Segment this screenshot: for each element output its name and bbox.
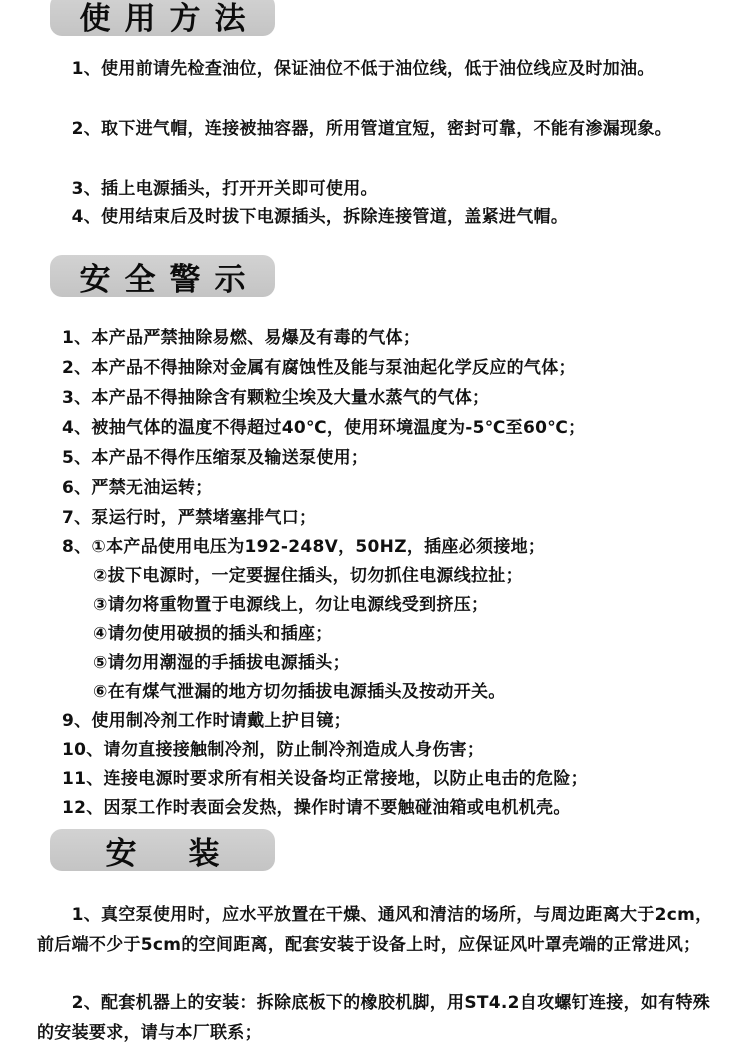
safety-item-1: 1、本产品严禁抽除易燃、易爆及有毒的气体； xyxy=(62,328,421,348)
safety-item-11: 11、连接电源时要求所有相关设备均正常接地，以防止电击的危险； xyxy=(62,769,588,789)
safety-item-8: 8、①本产品使用电压为192-248V，50HZ，插座必须接地； xyxy=(62,537,546,557)
safety-item-12: 12、因泵工作时表面会发热，操作时请不要触碰油箱或电机机壳。 xyxy=(62,798,571,818)
safety-item-6: 6、严禁无油运转； xyxy=(62,478,213,498)
safety-item-8-2: ②拔下电源时，一定要握住插头，切勿抓住电源线拉扯； xyxy=(93,566,523,586)
safety-item-5: 5、本产品不得作压缩泵及输送泵使用； xyxy=(62,448,369,468)
safety-item-2: 2、本产品不得抽除对金属有腐蚀性及能与泵油起化学反应的气体； xyxy=(62,358,576,378)
safety-item-7: 7、泵运行时，严禁堵塞排气口； xyxy=(62,508,317,528)
safety-item-3: 3、本产品不得抽除含有颗粒尘埃及大量水蒸气的气体； xyxy=(62,388,490,408)
install-item-1: 1、真空泵使用时，应水平放置在干燥、通风和清洁的场所，与周边距离大于2cm，前后端不少于5cm的空间距离，配套安装于设备上时，应保证风叶罩壳端的正常进风； xyxy=(37,905,713,955)
section-title-install: 安装 xyxy=(50,829,275,871)
section-title-safety: 安全警示 xyxy=(50,255,275,297)
safety-item-8-3: ③请勿将重物置于电源线上，勿让电源线受到挤压； xyxy=(93,595,489,615)
safety-item-8-6: ⑥在有煤气泄漏的地方切勿插拔电源插头及按动开关。 xyxy=(93,682,506,702)
usage-item-4: 4、使用结束后及时拔下电源插头，拆除连接管道，盖紧进气帽。 xyxy=(37,207,569,227)
safety-item-4: 4、被抽气体的温度不得超过40℃，使用环境温度为-5℃至60℃； xyxy=(62,418,586,438)
usage-item-2: 2、取下进气帽，连接被抽容器，所用管道宜短，密封可靠，不能有渗漏现象。 xyxy=(37,119,672,139)
safety-item-10: 10、请勿直接接触制冷剂，防止制冷剂造成人身伤害； xyxy=(62,740,485,760)
safety-item-8-5: ⑤请勿用潮湿的手插拔电源插头； xyxy=(93,653,350,673)
safety-item-9: 9、使用制冷剂工作时请戴上护目镜； xyxy=(62,711,351,731)
section-title-usage: 使用方法 xyxy=(50,0,275,36)
install-item-2: 2、配套机器上的安装：拆除底板下的橡胶机脚，用ST4.2自攻螺钉连接，如有特殊的安装要求，请与本厂联系； xyxy=(37,993,711,1043)
usage-item-1: 1、使用前请先检查油位，保证油位不低于油位线，低于油位线应及时加油。 xyxy=(37,59,655,79)
safety-item-8-4: ④请勿使用破损的插头和插座； xyxy=(93,624,333,644)
usage-item-3: 3、插上电源插头，打开开关即可使用。 xyxy=(37,179,378,199)
